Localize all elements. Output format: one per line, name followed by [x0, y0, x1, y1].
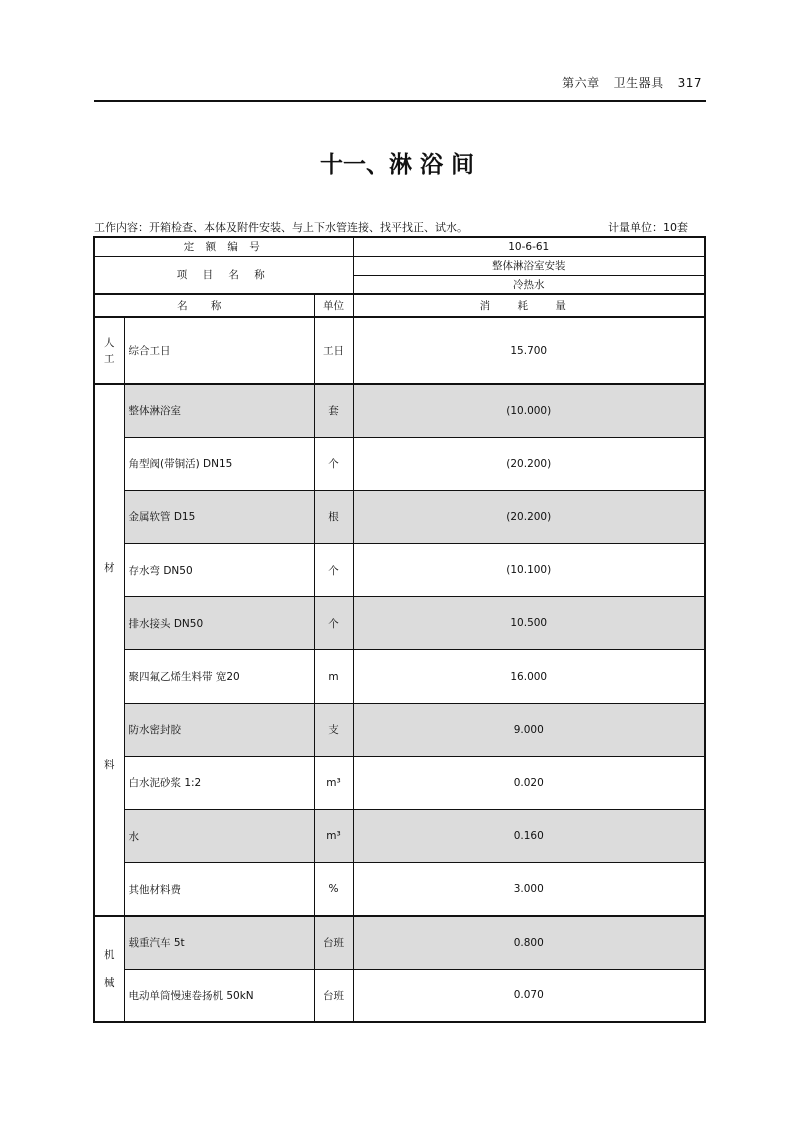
row-qty: 10.500 [353, 597, 705, 650]
material-row [94, 810, 705, 863]
row-unit: 个 [314, 437, 353, 490]
row-name: 聚四氟乙烯生料带 宽20 [124, 650, 314, 703]
material-category [94, 384, 124, 916]
row-name: 存水弯 DN50 [124, 544, 314, 597]
row-unit: 个 [314, 544, 353, 597]
labor-row [94, 317, 705, 384]
col-name-header: 名 称 [94, 294, 314, 317]
row-qty: 15.700 [353, 317, 705, 384]
row-qty: 3.000 [353, 863, 705, 916]
row-qty: 0.800 [353, 916, 705, 969]
page-title: 十一、淋 浴 间 [319, 151, 474, 178]
row-unit: 根 [314, 490, 353, 543]
machinery-cat-1: 机 [104, 949, 115, 961]
row-name: 防水密封胶 [124, 703, 314, 756]
row-name: 综合工日 [124, 317, 314, 384]
row-name: 排水接头 DN50 [124, 597, 314, 650]
row-unit: 台班 [314, 916, 353, 969]
machinery-row [94, 916, 705, 969]
material-cat-2: 料 [104, 759, 115, 771]
row-unit: 套 [314, 384, 353, 437]
material-row [94, 437, 705, 490]
material-row [94, 863, 705, 916]
row-name: 载重汽车 5t [124, 916, 314, 969]
row-name: 其他材料费 [124, 863, 314, 916]
material-row [94, 650, 705, 703]
row-unit: % [314, 863, 353, 916]
work-content: 工作内容：开箱检查、本体及附件安装、与上下水管连接、找平找正、试水。 [94, 221, 468, 234]
material-cat-1: 材 [104, 562, 115, 574]
row-name: 白水泥砂浆 1:2 [124, 756, 314, 809]
row-qty: 0.020 [353, 756, 705, 809]
labor-category [94, 317, 124, 384]
row-name: 整体淋浴室 [124, 384, 314, 437]
row-qty: 0.160 [353, 810, 705, 863]
row-name: 角型阀(带铜活) DN15 [124, 437, 314, 490]
row-qty: (20.200) [353, 437, 705, 490]
row-qty: (20.200) [353, 490, 705, 543]
row-unit: 支 [314, 703, 353, 756]
machinery-row [94, 969, 705, 1022]
material-row [94, 756, 705, 809]
header-rule [94, 100, 706, 102]
material-row [94, 490, 705, 543]
row-unit: m [314, 650, 353, 703]
row-name: 金属软管 D15 [124, 490, 314, 543]
quota-no: 10-6-61 [353, 237, 705, 256]
item-name: 整体淋浴室安装 [353, 256, 705, 275]
row-qty: (10.100) [353, 544, 705, 597]
quota-table [93, 236, 706, 1023]
chapter-label: 第六章 [562, 76, 600, 90]
row-name: 电动单筒慢速卷扬机 50kN [124, 969, 314, 1022]
row-qty: 16.000 [353, 650, 705, 703]
machinery-category [94, 916, 124, 1022]
row-unit: m³ [314, 756, 353, 809]
item-sub: 冷热水 [353, 275, 705, 294]
row-unit: 个 [314, 597, 353, 650]
row-name: 水 [124, 810, 314, 863]
item-name-label: 项 目 名 称 [94, 256, 353, 294]
row-unit: m³ [314, 810, 353, 863]
material-row [94, 384, 705, 437]
material-row [94, 597, 705, 650]
row-qty: (10.000) [353, 384, 705, 437]
measure-unit: 计量单位：10套 [608, 221, 688, 234]
labor-cat-2: 工 [104, 352, 115, 365]
row-unit: 台班 [314, 969, 353, 1022]
labor-cat-1: 人 [104, 336, 115, 349]
page-number: 317 [677, 76, 702, 90]
row-qty: 9.000 [353, 703, 705, 756]
machinery-cat-2: 械 [104, 977, 115, 989]
col-unit-header: 单位 [314, 294, 353, 317]
material-row [94, 544, 705, 597]
row-qty: 0.070 [353, 969, 705, 1022]
page-header [0, 74, 702, 91]
quota-no-label: 定 额 编 号 [94, 237, 353, 256]
col-qty-header: 消 耗 量 [353, 294, 705, 317]
section-label: 卫生器具 [613, 76, 664, 90]
material-row [94, 703, 705, 756]
row-unit: 工日 [314, 317, 353, 384]
